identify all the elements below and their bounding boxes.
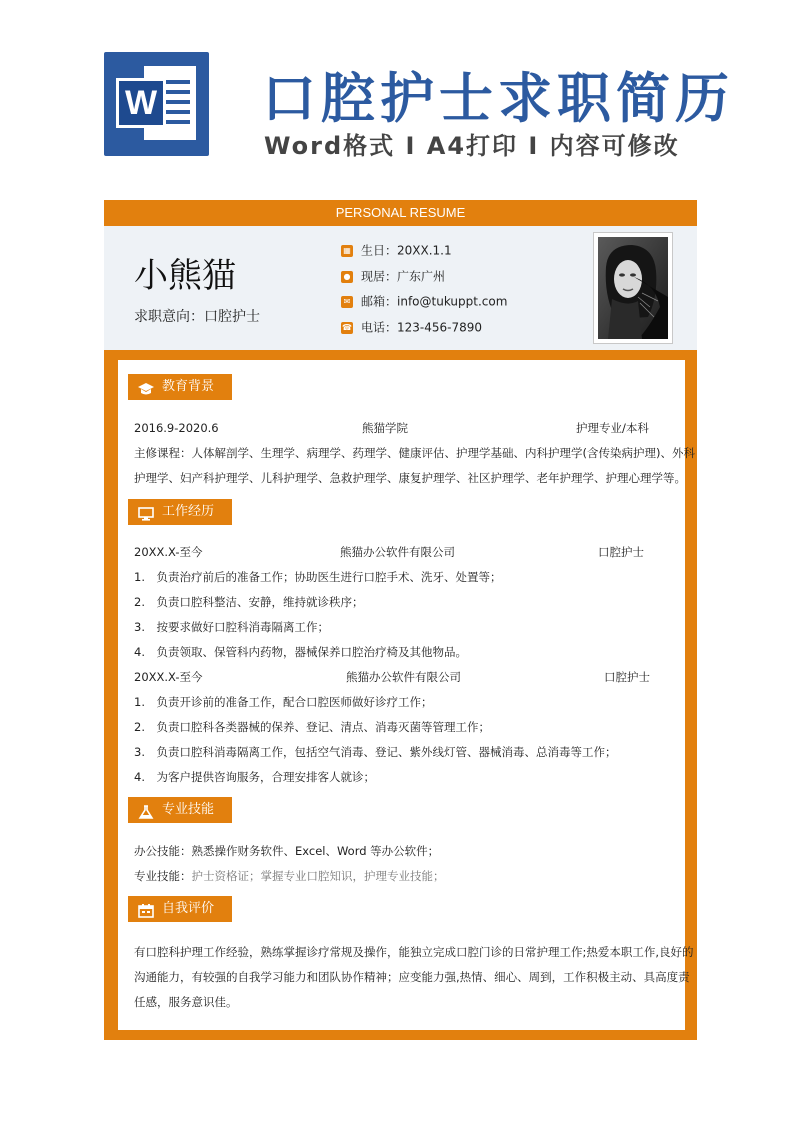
info-email: ✉ 邮箱：info@tukuppt.com	[341, 293, 507, 309]
word-letter-box	[116, 78, 166, 128]
info-birthday: ▦ 生日：20XX.1.1	[341, 242, 452, 258]
section-work: 工作经历	[128, 499, 232, 525]
self-eval-line: 任感，服务意识佳。	[134, 995, 238, 1009]
skill-professional: 专业技能：护士资格证；掌握专业口腔知识，护理专业技能；	[134, 869, 445, 883]
job-duty: 1. 负责开诊前的准备工作，配合口腔医师做好诊疗工作；	[134, 695, 433, 709]
mail-icon: ✉	[341, 296, 353, 308]
phone-icon: ☎	[342, 322, 352, 332]
word-icon	[104, 52, 209, 156]
resume-document	[104, 200, 697, 1040]
skill-office: 办公技能：熟悉操作财务软件、Excel、Word 等办公软件；	[134, 844, 440, 858]
word-letter: W	[124, 84, 158, 122]
edu-courses-line: 护理学、妇产科护理学、儿科护理学、急救护理学、康复护理学、社区护理学、老年护理学、护理心理学等。	[134, 471, 686, 485]
job-company: 熊猫办公软件有限公司	[340, 545, 455, 559]
job-period: 20XX.X-至今	[134, 545, 203, 559]
flask-icon	[138, 803, 154, 817]
resume-content	[118, 360, 695, 1030]
job-position: 口腔护士	[604, 670, 650, 684]
job-position: 口腔护士	[598, 545, 644, 559]
job-company: 熊猫办公软件有限公司	[346, 670, 461, 684]
edu-school: 熊猫学院	[362, 421, 408, 435]
portrait-image	[598, 237, 668, 339]
monitor-icon	[138, 505, 154, 519]
job-intent: 求职意向：口腔护士	[134, 309, 260, 325]
job-duty: 1. 负责治疗前后的准备工作；协助医生进行口腔手术、洗牙、处置等；	[134, 570, 502, 584]
profile-panel	[104, 226, 697, 350]
page-title: 口腔护士求职简历	[262, 67, 734, 130]
edu-major: 护理专业/本科	[576, 421, 649, 435]
job-duty: 2. 负责口腔科整洁、安静，维持就诊秩序；	[134, 595, 364, 609]
profile-photo	[593, 232, 673, 344]
job-duty: 3. 负责口腔科消毒隔离工作，包括空气消毒、登记、紫外线灯管、器械消毒、总消毒等工作；	[134, 745, 617, 759]
edu-courses-line: 主修课程：人体解剖学、生理学、病理学、药理学、健康评估、护理学基础、内科护理学(含传染病护理)、外科	[134, 446, 695, 460]
location-icon: ●	[341, 271, 353, 283]
page-subtitle: Word格式 I A4打印 I 内容可修改	[264, 132, 680, 160]
info-location: ● 现居：广东广州	[341, 268, 445, 284]
job-period: 20XX.X-至今	[134, 670, 203, 684]
graduation-cap-icon	[138, 380, 154, 394]
section-skills: 专业技能	[128, 797, 232, 823]
calendar-icon	[138, 902, 154, 916]
section-self-eval: 自我评价	[128, 896, 232, 922]
job-duty: 3. 按要求做好口腔科消毒隔离工作；	[134, 620, 329, 634]
job-duty: 4. 负责领取、保管科内药物，器械保养口腔治疗椅及其他物品。	[134, 645, 467, 659]
resume-top-bar: PERSONAL RESUME	[335, 205, 466, 220]
calendar-icon: ▦	[341, 245, 353, 257]
job-duty: 4. 为客户提供咨询服务，合理安排客人就诊；	[134, 770, 375, 784]
self-eval-line: 沟通能力，有较强的自我学习能力和团队协作精神；应变能力强,热情、细心、周到，工作积极主动、具高度责	[134, 970, 690, 984]
self-eval-line: 有口腔科护理工作经验，熟练掌握诊疗常规及操作，能独立完成口腔门诊的日常护理工作;热爱本职工作,良好的	[134, 945, 694, 959]
person-name: 小熊猫	[134, 256, 236, 296]
section-education: 教育背景	[128, 374, 232, 400]
job-duty: 2. 负责口腔科各类器械的保养、登记、清点、消毒灭菌等管理工作；	[134, 720, 490, 734]
info-phone: ☎ 电话：123-456-7890	[342, 320, 483, 335]
edu-period: 2016.9-2020.6	[134, 421, 219, 435]
